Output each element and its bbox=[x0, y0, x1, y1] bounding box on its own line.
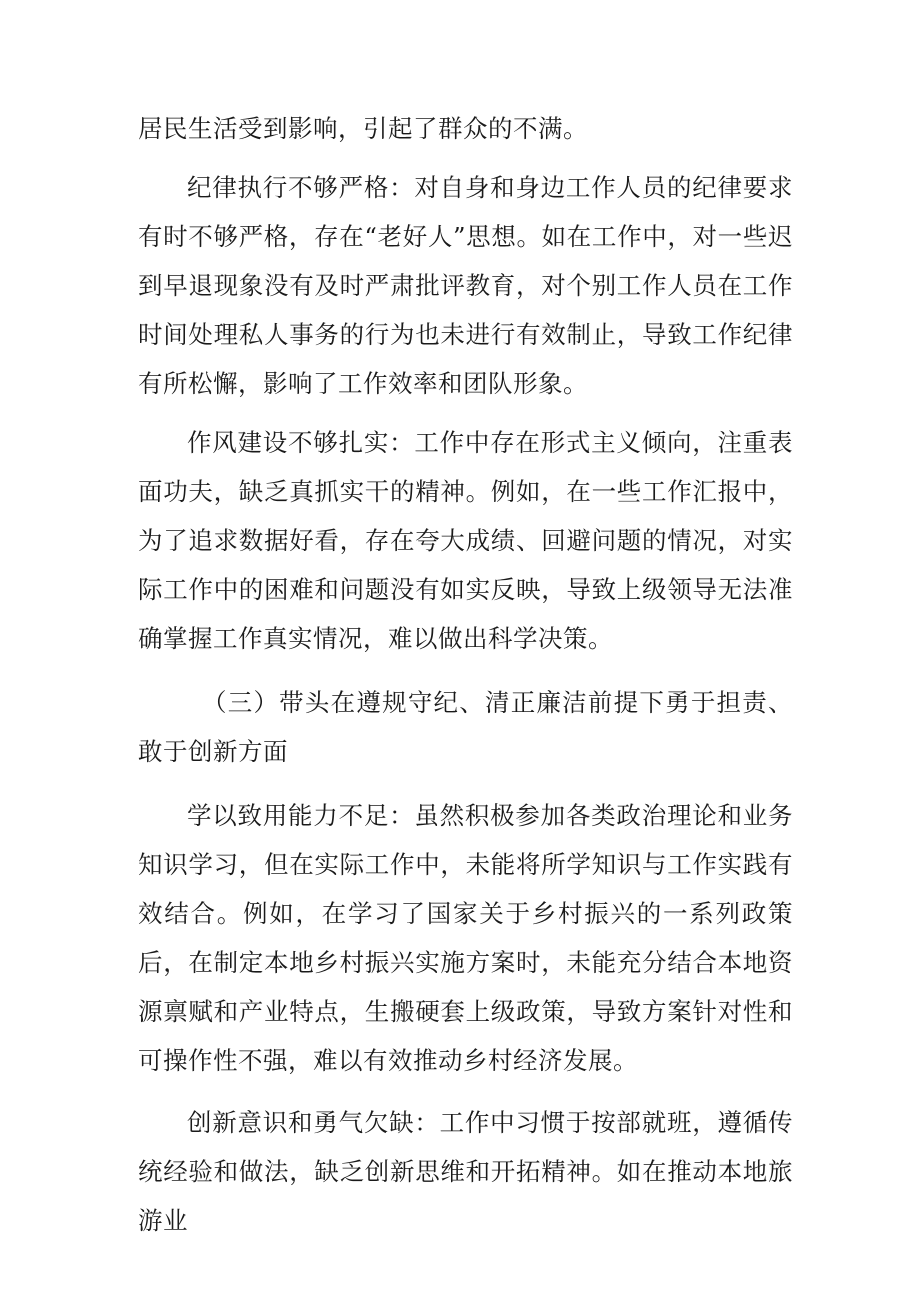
paragraph-discipline: 纪律执行不够严格：对自身和身边工作人员的纪律要求有时不够严格，存在“老好人”思想。如在工作中，对一些迟到早退现象没有及时严肃批评教育，对个别工作人员在工作时间处理私人事务的行为也未进行有效制止，导致工作纪律有所松懈，影响了工作效率和团队形象。 bbox=[138, 173, 793, 398]
paragraph-continuation: 居民生活受到影响，引起了群众的不满。 bbox=[138, 114, 588, 143]
paragraph-work-style: 作风建设不够扎实：工作中存在形式主义倾向，注重表面功夫，缺乏真抓实干的精神。例如，在一些工作汇报中，为了追求数据好看，存在夸大成绩、回避问题的情况，对实际工作中的困难和问题没有如实反映，导致上级领导无法准确掌握工作真实情况，难以做出科学决策。 bbox=[138, 428, 793, 653]
paragraph-application: 学以致用能力不足：虽然积极参加各类政治理论和业务知识学习，但在实际工作中，未能将所学知识与工作实践有效结合。例如，在学习了国家关于乡村振兴的一系列政策后，在制定本地乡村振兴实施方案时，未能充分结合本地资源禀赋和产业特点，生搬硬套上级政策，导致方案针对性和可操作性不强，难以有效推动乡村经济发展。 bbox=[138, 801, 793, 1075]
section-heading: （三）带头在遵规守纪、清正廉洁前提下勇于担责、敢于创新方面 bbox=[138, 688, 793, 766]
paragraph-innovation: 创新意识和勇气欠缺：工作中习惯于按部就班，遵循传统经验和做法，缺乏创新思维和开拓精神。如在推动本地旅游业 bbox=[138, 1108, 793, 1235]
